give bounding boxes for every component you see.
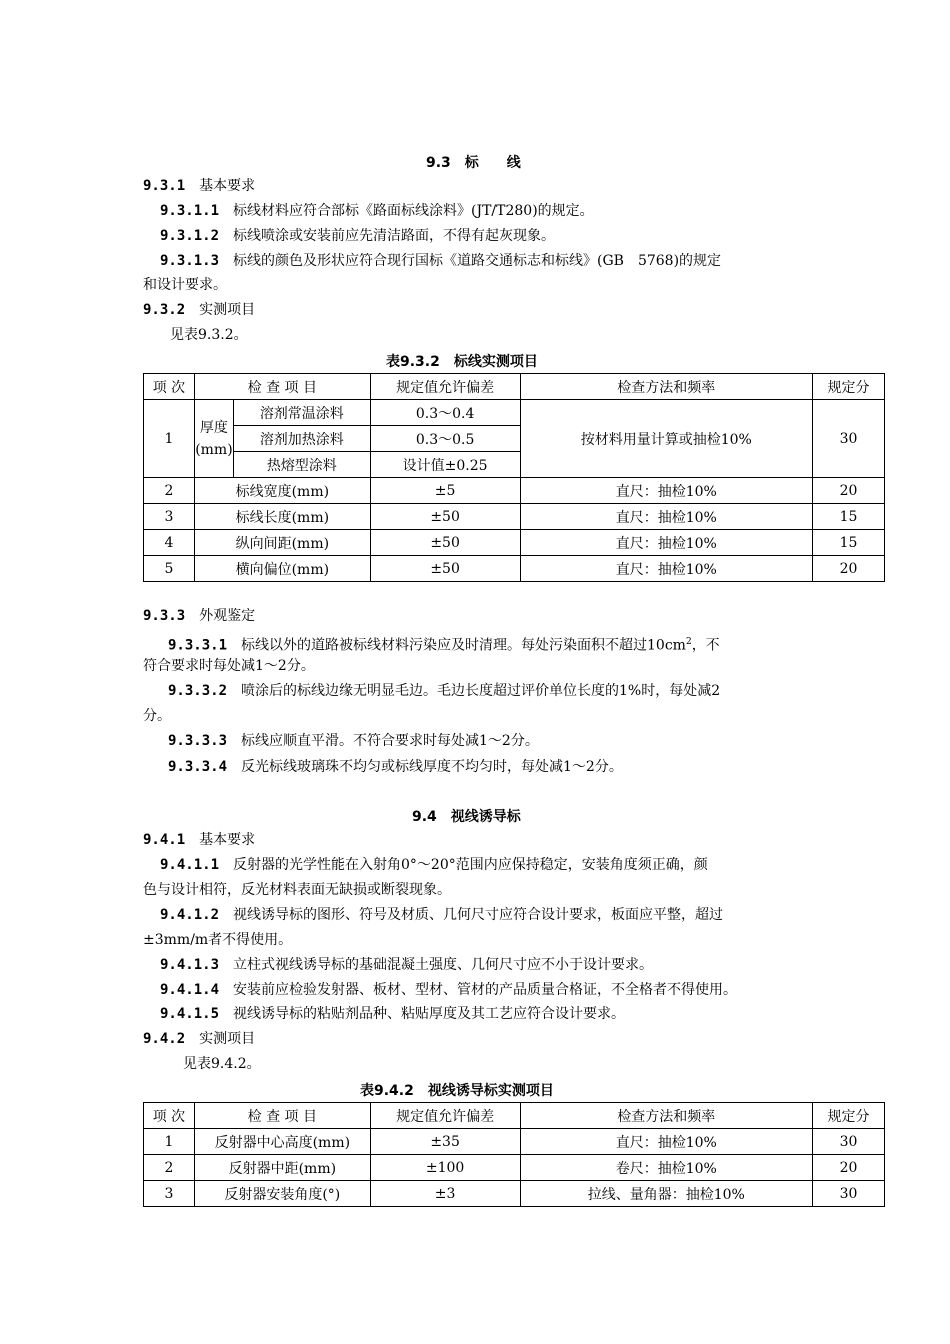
group-label: 厚度 (mm) — [194, 400, 233, 478]
item-cell: 反射器中心高度(mm) — [194, 1129, 370, 1155]
item-cell: 纵向间距(mm) — [194, 530, 370, 556]
score-cell: 20 — [813, 1155, 885, 1181]
method-cell: 直尺：抽检10% — [520, 1129, 813, 1155]
subsection-9-4-2 — [143, 1029, 255, 1049]
section-heading-9-3: 9.3 标 线 — [426, 155, 521, 171]
score-cell: 20 — [813, 556, 885, 582]
clause-9-3-1-2 — [160, 226, 555, 246]
row-number: 4 — [144, 530, 195, 556]
clause-text: 标线喷涂或安装前应先清洁路面，不得有起灰现象。 — [233, 228, 556, 244]
table-row — [144, 400, 885, 426]
superscript: 2 — [685, 637, 692, 647]
header-cell: 检查方法和频率 — [520, 1103, 813, 1129]
clause-number: 9.3.3.1 — [168, 637, 228, 654]
clause-number: 9.4.1.1 — [160, 857, 220, 873]
clause-text: 反光标线玻璃珠不均匀或标线厚度不均匀时，每处减1～2分。 — [241, 759, 623, 775]
clause-9-4-1-2 — [160, 905, 723, 925]
row-number: 1 — [144, 1129, 195, 1155]
clause-9-3-3-1 — [168, 632, 720, 656]
subsection-number: 9.3.1 — [143, 178, 186, 194]
clause-number: 9.4.1.2 — [160, 907, 220, 923]
subsection-title: 外观鉴定 — [199, 608, 256, 624]
method-cell: 卷尺：抽检10% — [520, 1155, 813, 1181]
value-cell: 0.3～0.4 — [370, 400, 520, 426]
table-row — [144, 478, 885, 504]
clause-text: 反射器的光学性能在入射角0°～20°范围内应保持稳定，安装角度须正确，颜 — [233, 857, 708, 873]
row-number: 2 — [144, 478, 195, 504]
header-cell: 规定值允许偏差 — [370, 374, 520, 400]
subsection-title: 实测项目 — [199, 302, 256, 318]
clause-9-4-1-3 — [160, 955, 653, 975]
row-number: 1 — [144, 400, 195, 478]
method-cell: 直尺：抽检10% — [520, 504, 813, 530]
clause-number: 9.3.3.4 — [168, 759, 228, 775]
clause-continuation: 和设计要求。 — [143, 277, 227, 293]
table-reference: 见表9.3.2。 — [170, 327, 248, 343]
item-cell: 溶剂加热涂料 — [233, 426, 370, 452]
clause-number: 9.4.1.3 — [160, 957, 220, 973]
clause-text: 视线诱导标的粘贴剂品种、粘贴厚度及其工艺应符合设计要求。 — [233, 1006, 626, 1022]
clause-number: 9.4.1.5 — [160, 1006, 220, 1022]
method-cell: 直尺：抽检10% — [520, 556, 813, 582]
item-cell: 标线长度(mm) — [194, 504, 370, 530]
item-cell: 标线宽度(mm) — [194, 478, 370, 504]
clause-text-tail: ，不 — [691, 637, 720, 654]
table-row — [144, 1129, 885, 1155]
clause-text: 视线诱导标的图形、符号及材质、几何尺寸应符合设计要求，板面应平整，超过 — [233, 907, 724, 923]
subsection-9-3-2 — [143, 300, 255, 320]
clause-continuation: 分。 — [143, 708, 171, 724]
row-number: 2 — [144, 1155, 195, 1181]
value-cell: ±50 — [370, 556, 520, 582]
clause-9-3-1-3 — [160, 251, 721, 271]
value-cell: ±50 — [370, 530, 520, 556]
table-header-row — [144, 1103, 885, 1129]
table-row — [144, 1181, 885, 1207]
value-cell: ±3 — [370, 1181, 520, 1207]
value-cell: ±35 — [370, 1129, 520, 1155]
table-9-4-2 — [143, 1102, 885, 1207]
clause-text: 立柱式视线诱导标的基础混凝土强度、几何尺寸应不小于设计要求。 — [233, 957, 654, 973]
method-cell: 直尺：抽检10% — [520, 478, 813, 504]
clause-9-3-3-2 — [168, 681, 720, 701]
score-cell: 20 — [813, 478, 885, 504]
method-cell: 按材料用量计算或抽检10% — [520, 400, 813, 478]
clause-text: 标线的颜色及形状应符合现行国标《道路交通标志和标线》(GB 5768)的规定 — [233, 253, 722, 269]
table-caption-9-4-2: 表9.4.2 视线诱导标实测项目 — [360, 1083, 554, 1099]
value-cell: ±50 — [370, 504, 520, 530]
method-cell: 拉线、量角器：抽检10% — [520, 1181, 813, 1207]
subsection-title: 基本要求 — [199, 178, 256, 194]
clause-number: 9.3.1.2 — [160, 228, 220, 244]
clause-9-4-1-4 — [160, 980, 737, 1000]
clause-number: 9.4.1.4 — [160, 982, 220, 998]
clause-9-3-1-1 — [160, 201, 594, 221]
table-9-3-2 — [143, 373, 885, 582]
item-cell: 溶剂常温涂料 — [233, 400, 370, 426]
row-number: 3 — [144, 504, 195, 530]
table-row — [144, 1155, 885, 1181]
clause-number: 9.3.3.2 — [168, 683, 228, 699]
table-reference: 见表9.4.2。 — [183, 1056, 261, 1072]
table-row — [144, 556, 885, 582]
subsection-title: 基本要求 — [199, 832, 256, 848]
subsection-9-3-3 — [143, 606, 255, 626]
clause-text: 喷涂后的标线边缘无明显毛边。毛边长度超过评价单位长度的1%时，每处减2 — [241, 683, 721, 699]
section-heading-9-4: 9.4 视线诱导标 — [412, 809, 521, 825]
table-row — [144, 530, 885, 556]
item-cell: 横向偏位(mm) — [194, 556, 370, 582]
clause-number: 9.3.1.3 — [160, 253, 220, 269]
header-cell: 项 次 — [144, 374, 195, 400]
subsection-9-3-1 — [143, 176, 255, 196]
score-cell: 30 — [813, 1129, 885, 1155]
value-cell: ±5 — [370, 478, 520, 504]
subsection-number: 9.3.2 — [143, 302, 186, 318]
clause-continuation: 色与设计相符，反光材料表面无缺损或断裂现象。 — [143, 882, 451, 898]
table-row — [144, 504, 885, 530]
header-cell: 检查方法和频率 — [520, 374, 813, 400]
clause-text: 标线以外的道路被标线材料污染应及时清理。每处污染面积不超过10cm — [241, 637, 686, 654]
clause-text: 安装前应检验发射器、板材、型材、管材的产品质量合格证，不全格者不得使用。 — [233, 982, 738, 998]
clause-text: 标线应顺直平滑。不符合要求时每处减1～2分。 — [241, 733, 539, 749]
clause-continuation: 符合要求时每处减1～2分。 — [143, 658, 315, 674]
header-cell: 检 查 项 目 — [194, 374, 370, 400]
header-cell: 规定分 — [813, 1103, 885, 1129]
score-cell: 15 — [813, 504, 885, 530]
subsection-number: 9.4.2 — [143, 1031, 186, 1047]
clause-continuation: ±3mm/m者不得使用。 — [143, 932, 293, 948]
subsection-9-4-1 — [143, 830, 255, 850]
header-cell: 规定值允许偏差 — [370, 1103, 520, 1129]
clause-text: 标线材料应符合部标《路面标线涂料》(JT/T280)的规定。 — [233, 203, 594, 219]
clause-number: 9.3.1.1 — [160, 203, 220, 219]
subsection-title: 实测项目 — [199, 1031, 256, 1047]
clause-number: 9.3.3.3 — [168, 733, 228, 749]
clause-9-3-3-3 — [168, 731, 539, 751]
item-cell: 热熔型涂料 — [233, 452, 370, 478]
subsection-number: 9.4.1 — [143, 832, 186, 848]
row-number: 5 — [144, 556, 195, 582]
value-cell: ±100 — [370, 1155, 520, 1181]
clause-9-4-1-1 — [160, 855, 708, 875]
score-cell: 30 — [813, 400, 885, 478]
table-header-row — [144, 374, 885, 400]
score-cell: 15 — [813, 530, 885, 556]
item-cell: 反射器安装角度(°) — [194, 1181, 370, 1207]
clause-9-4-1-5 — [160, 1004, 625, 1024]
clause-9-3-3-4 — [168, 757, 623, 777]
header-cell: 规定分 — [813, 374, 885, 400]
value-cell: 0.3～0.5 — [370, 426, 520, 452]
header-cell: 项 次 — [144, 1103, 195, 1129]
score-cell: 30 — [813, 1181, 885, 1207]
value-cell: 设计值±0.25 — [370, 452, 520, 478]
item-cell: 反射器中距(mm) — [194, 1155, 370, 1181]
table-caption-9-3-2: 表9.3.2 标线实测项目 — [386, 354, 538, 370]
method-cell: 直尺：抽检10% — [520, 530, 813, 556]
header-cell: 检 查 项 目 — [194, 1103, 370, 1129]
row-number: 3 — [144, 1181, 195, 1207]
subsection-number: 9.3.3 — [143, 608, 186, 624]
